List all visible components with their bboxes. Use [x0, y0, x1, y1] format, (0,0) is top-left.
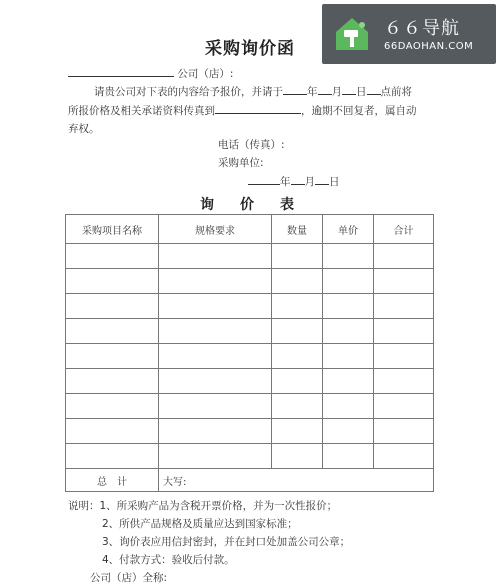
company-fullname-label: 公司（店）全称: [90, 572, 168, 584]
table-cell [323, 369, 374, 394]
table-row [66, 244, 434, 269]
table-cell [272, 394, 323, 419]
table-cell [374, 369, 434, 394]
inquiry-table [65, 214, 434, 492]
table-cell [66, 294, 159, 319]
col-header-total: 合计 [374, 215, 434, 244]
signature-date: 年 月 日 [248, 172, 340, 191]
table-row [66, 344, 434, 369]
table-row [66, 294, 434, 319]
notes-section [68, 497, 350, 587]
table-row [66, 319, 434, 344]
table-row [66, 369, 434, 394]
table-cell [272, 244, 323, 269]
table-cell [159, 294, 272, 319]
table-cell [159, 419, 272, 444]
table-cell [374, 269, 434, 294]
table-cell [374, 244, 434, 269]
table-row [66, 419, 434, 444]
table-cell [272, 269, 323, 294]
table-cell [374, 444, 434, 469]
table-cell [159, 394, 272, 419]
table-cell [323, 269, 374, 294]
table-cell [66, 444, 159, 469]
request-paragraph [68, 82, 448, 138]
table-cell [323, 319, 374, 344]
watermark-title: ６６导航 [384, 18, 460, 39]
table-cell [272, 419, 323, 444]
col-header-unit-price: 单价 [323, 215, 374, 244]
table-cell [323, 444, 374, 469]
table-header-row [66, 215, 434, 244]
note-1: 说明：1、所采购产品为含税开票价格，并为一次性报价； [68, 500, 338, 512]
purchasing-unit-label: 采购单位: [218, 157, 264, 169]
table-row [66, 269, 434, 294]
col-header-spec: 规格要求 [159, 215, 272, 244]
table-cell [66, 344, 159, 369]
document-title: 采购询价函 [205, 39, 295, 59]
table-cell [323, 344, 374, 369]
table-cell [66, 244, 159, 269]
table-cell [323, 419, 374, 444]
note-2: 2、所供产品规格及质量应达到国家标准； [102, 518, 298, 530]
table-cell [66, 419, 159, 444]
request-line-3: 弃权。 [68, 123, 100, 135]
note-3: 3、询价表应用信封密封，并在封口处加盖公司公章； [102, 536, 351, 548]
table-title: 询 价 表 [200, 197, 300, 213]
table-cell [272, 294, 323, 319]
table-body [66, 244, 434, 492]
table-row [66, 444, 434, 469]
table-cell [323, 244, 374, 269]
table-cell [272, 444, 323, 469]
table-cell [66, 369, 159, 394]
request-line-2: 所报价格及相关承诺资料传真到 ，逾期不回复者，属自动 [68, 101, 448, 120]
request-line-1: 请贵公司对下表的内容给予报价，并请于 年 月 日 点前将 [68, 82, 448, 101]
signpost-icon [334, 16, 370, 52]
table-cell [374, 419, 434, 444]
table-cell [159, 319, 272, 344]
table-cell [374, 319, 434, 344]
table-cell [159, 244, 272, 269]
table-cell [159, 269, 272, 294]
total-row [66, 469, 434, 492]
total-label: 总 计 [66, 469, 159, 492]
table-cell [323, 294, 374, 319]
table-cell [66, 394, 159, 419]
col-header-item: 采购项目名称 [66, 215, 159, 244]
table-row [66, 394, 434, 419]
table-cell [374, 344, 434, 369]
table-cell [272, 344, 323, 369]
company-name-blank [68, 64, 174, 77]
addressee-line [68, 64, 233, 83]
note-4: 4、付款方式：验收后付款。 [102, 554, 235, 566]
col-header-quantity: 数量 [272, 215, 323, 244]
addressee-suffix: 公司（店）: [177, 68, 234, 80]
table-cell [159, 344, 272, 369]
table-cell [374, 394, 434, 419]
site-watermark [322, 4, 496, 64]
table-cell [272, 319, 323, 344]
table-cell [374, 294, 434, 319]
table-cell [323, 394, 374, 419]
table-cell [66, 319, 159, 344]
table-cell [159, 444, 272, 469]
table-cell [159, 369, 272, 394]
total-in-words: 大写: [159, 469, 434, 492]
table-cell [66, 269, 159, 294]
phone-label: 电话（传真）: [218, 139, 285, 151]
watermark-url: 66DAOHAN.COM [384, 41, 474, 52]
table-cell [272, 369, 323, 394]
